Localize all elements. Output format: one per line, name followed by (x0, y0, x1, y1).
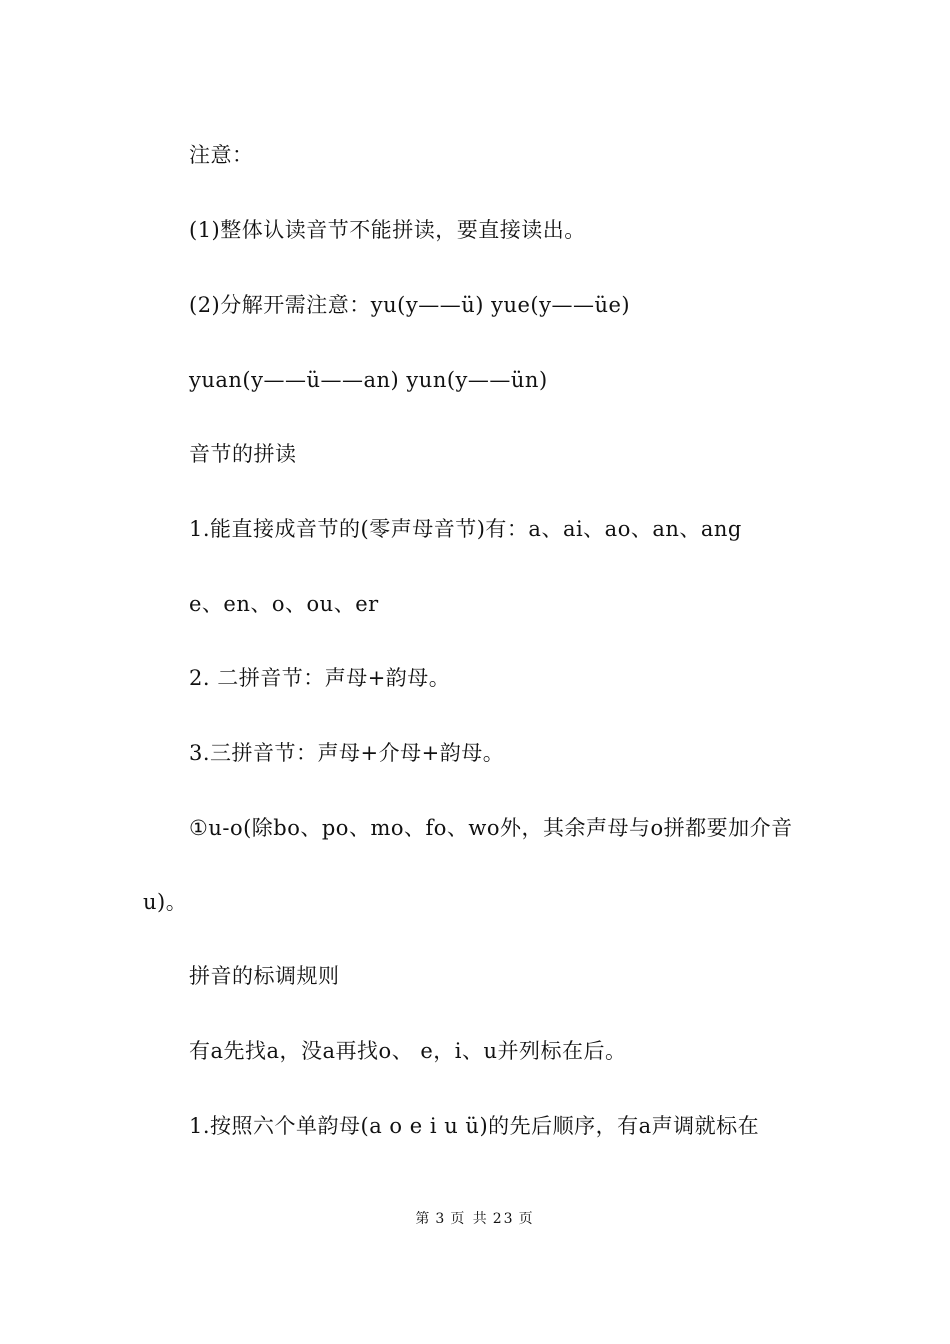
footer-middle: 页 共 (450, 1211, 489, 1227)
rule-2-two-part: 2. 二拼音节：声母+韵母。 (189, 666, 451, 690)
rule-3-note-continued: u)。 (143, 890, 188, 914)
footer-total-pages: 23 (492, 1211, 515, 1227)
note-item-2: (2)分解开需注意：yu(y——ü) yue(y——üe) (189, 293, 631, 317)
footer-prefix: 第 (415, 1211, 432, 1227)
rule-3-three-part: 3.三拼音节：声母+介母+韵母。 (189, 741, 505, 765)
note-item-2-continued: yuan(y——ü——an) yun(y——ün) (189, 368, 548, 392)
section-heading-tone-rules: 拼音的标调规则 (189, 964, 340, 988)
footer-current-page: 3 (435, 1211, 447, 1227)
page-footer (0, 1209, 950, 1229)
tone-rule-summary: 有a先找a，没a再找o、 e，i、u并列标在后。 (189, 1039, 627, 1063)
rule-1-zero-initial: 1.能直接成音节的(零声母音节)有：a、ai、ao、an、ang (189, 517, 742, 541)
footer-suffix: 页 (518, 1211, 535, 1227)
rule-1-continued: e、en、o、ou、er (189, 592, 379, 616)
rule-3-note: ①u-o(除bo、po、mo、fo、wo外，其余声母与o拼都要加介音 (189, 816, 793, 840)
section-heading-syllable-reading: 音节的拼读 (189, 442, 297, 466)
note-item-1: (1)整体认读音节不能拼读，要直接读出。 (189, 218, 586, 242)
tone-rule-1: 1.按照六个单韵母(a o e i u ü)的先后顺序，有a声调就标在 (189, 1114, 760, 1138)
note-heading: 注意： (189, 143, 254, 167)
